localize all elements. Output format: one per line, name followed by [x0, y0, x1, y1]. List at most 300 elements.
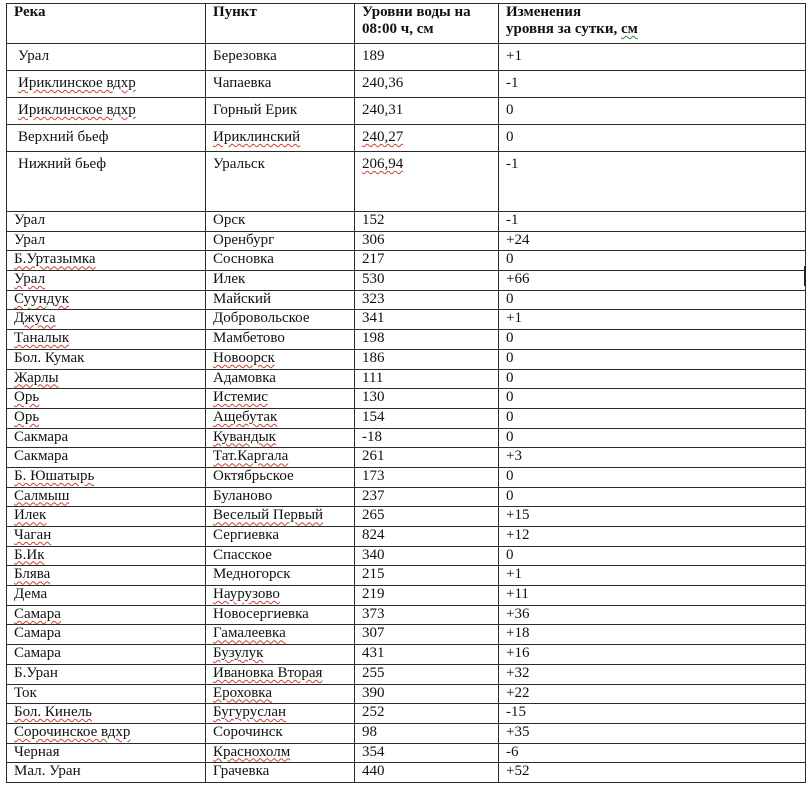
cell-river-text: Салмыш — [14, 487, 70, 504]
cell-point — [206, 723, 355, 743]
cell-level — [355, 408, 499, 428]
cell-river-text: Самара — [14, 645, 61, 662]
cell-point-text: Ащебутак — [213, 408, 278, 425]
cell-change-text: +18 — [506, 625, 530, 642]
cell-level-text: 98 — [362, 723, 377, 740]
cell-change-text: -1 — [506, 156, 519, 172]
cell-river — [7, 231, 206, 251]
table-row — [7, 645, 806, 665]
cell-change-text: +1 — [506, 566, 522, 583]
table-row — [7, 428, 806, 448]
cell-level — [355, 71, 499, 98]
cell-river-text: Нижний бьеф — [18, 156, 107, 172]
cell-level — [355, 44, 499, 71]
cell-point — [206, 566, 355, 586]
cell-river — [7, 487, 206, 507]
cell-level — [355, 625, 499, 645]
cell-point — [206, 487, 355, 507]
cell-point-text: Новоорск — [213, 349, 275, 366]
cell-change — [499, 684, 806, 704]
table-row — [7, 349, 806, 369]
cell-level-text: 373 — [362, 605, 385, 622]
cell-level-text: 440 — [362, 763, 385, 780]
cell-level-text: 390 — [362, 684, 385, 701]
cell-river — [7, 605, 206, 625]
cell-level — [355, 704, 499, 724]
cell-river — [7, 467, 206, 487]
cell-river-text: Урал — [18, 48, 50, 64]
cell-level — [355, 125, 499, 152]
cell-point-text: Спасское — [213, 546, 272, 563]
cell-change-text: -1 — [506, 212, 519, 228]
cell-point — [206, 349, 355, 369]
header-change — [499, 4, 806, 44]
cell-point-text: Илек — [213, 271, 246, 288]
cell-change-text: 0 — [506, 408, 514, 425]
cell-point — [206, 467, 355, 487]
cell-level-text: 186 — [362, 349, 385, 366]
cell-river-text: Ток — [14, 684, 37, 701]
cell-change — [499, 369, 806, 389]
cell-river-text: Ириклинское вдхр — [18, 75, 136, 91]
header-change-unit: см — [620, 21, 638, 37]
table-row — [7, 763, 806, 783]
cell-river-text: Суундук — [14, 290, 70, 307]
table-row — [7, 125, 806, 152]
cell-level — [355, 349, 499, 369]
table-row — [7, 487, 806, 507]
cell-point-text: Оренбург — [213, 231, 275, 248]
cell-level — [355, 546, 499, 566]
cell-point-text: Сергиевка — [213, 527, 279, 543]
cell-river-text: Жарлы — [14, 369, 59, 386]
cell-level — [355, 743, 499, 763]
cell-change — [499, 645, 806, 665]
cell-point-text: Сосновка — [213, 251, 274, 268]
cell-river-text: Дема — [14, 586, 48, 603]
table-row — [7, 507, 806, 527]
cell-level-text: 111 — [362, 369, 384, 386]
cell-change-text: +35 — [506, 723, 530, 740]
cell-river-text: Сорочинское вдхр — [14, 723, 131, 740]
cell-river — [7, 125, 206, 152]
cell-change — [499, 290, 806, 310]
cell-level-text: 189 — [362, 48, 385, 64]
cell-level — [355, 645, 499, 665]
cell-change-text: +3 — [506, 448, 522, 465]
cell-change-text: +32 — [506, 664, 530, 681]
cell-change — [499, 389, 806, 409]
cell-river-text: Урал — [14, 271, 46, 288]
cell-point — [206, 546, 355, 566]
cell-change — [499, 704, 806, 724]
table-row — [7, 448, 806, 468]
cell-level-text: 255 — [362, 664, 385, 681]
cell-level — [355, 527, 499, 547]
cell-river — [7, 271, 206, 291]
cell-level-text: 306 — [362, 231, 385, 248]
header-level: Уровни воды на 08:00 ч, см — [355, 4, 499, 44]
cell-level-text: -18 — [362, 428, 382, 445]
cell-change-text: +11 — [506, 586, 529, 603]
cell-change — [499, 349, 806, 369]
cell-level — [355, 467, 499, 487]
cell-point-text: Мамбетово — [213, 330, 285, 347]
cell-point-text: Краснохолм — [213, 743, 291, 760]
table-row — [7, 310, 806, 330]
cell-point — [206, 704, 355, 724]
header-river: Река — [7, 4, 206, 44]
cell-point — [206, 408, 355, 428]
cell-point-text: Сорочинск — [213, 723, 283, 740]
cell-river-text: Таналык — [14, 330, 70, 347]
cell-river-text: Самара — [14, 625, 61, 642]
table-row — [7, 369, 806, 389]
cell-river — [7, 251, 206, 271]
cell-change-text: +36 — [506, 605, 530, 622]
cell-point — [206, 44, 355, 71]
cell-river — [7, 625, 206, 645]
cell-river — [7, 704, 206, 724]
cell-change — [499, 546, 806, 566]
cell-change-text: +15 — [506, 507, 530, 524]
cell-river-text: Сакмара — [14, 448, 69, 465]
table-row — [7, 664, 806, 684]
cell-level — [355, 664, 499, 684]
cell-point-text: Орск — [213, 212, 246, 228]
cell-point — [206, 125, 355, 152]
cell-river — [7, 428, 206, 448]
cell-level — [355, 586, 499, 606]
cell-river — [7, 743, 206, 763]
cell-level-text: 307 — [362, 625, 385, 642]
cell-river-text: Б. Юшатырь — [14, 467, 95, 484]
cell-change — [499, 625, 806, 645]
cell-change — [499, 763, 806, 783]
cell-point-text: Бугуруслан — [213, 704, 287, 721]
header-change-line1: Изменения — [506, 4, 582, 20]
cell-level-text: 217 — [362, 251, 385, 268]
cell-river — [7, 44, 206, 71]
cell-river — [7, 212, 206, 232]
cell-river — [7, 546, 206, 566]
cell-level — [355, 566, 499, 586]
cell-change — [499, 251, 806, 271]
cell-level — [355, 98, 499, 125]
cell-river-text: Бол. Кумак — [14, 349, 85, 366]
cell-point — [206, 743, 355, 763]
cell-level — [355, 290, 499, 310]
cell-change-text: -6 — [506, 743, 519, 760]
cell-point — [206, 271, 355, 291]
cell-change-text: 0 — [506, 467, 514, 484]
cell-point-text: Адамовка — [213, 369, 276, 386]
cell-point — [206, 251, 355, 271]
cell-change — [499, 743, 806, 763]
cell-point — [206, 645, 355, 665]
cell-change — [499, 428, 806, 448]
cell-level-text: 354 — [362, 743, 385, 760]
cell-river — [7, 330, 206, 350]
cell-level-text: 323 — [362, 290, 385, 307]
cell-change — [499, 664, 806, 684]
cell-point-text: Веселый Первый — [213, 507, 324, 524]
table-row — [7, 71, 806, 98]
cell-river — [7, 389, 206, 409]
table-row — [7, 605, 806, 625]
cell-level-text: 237 — [362, 487, 385, 504]
cell-change-text: -1 — [506, 75, 519, 91]
cell-level-text: 261 — [362, 448, 385, 465]
cell-change-text: +24 — [506, 231, 530, 248]
cell-change — [499, 44, 806, 71]
cell-river-text: Орь — [14, 389, 40, 406]
cell-point — [206, 507, 355, 527]
cell-point — [206, 389, 355, 409]
cell-level-text: 240,31 — [362, 102, 404, 118]
cell-level — [355, 428, 499, 448]
table-row — [7, 566, 806, 586]
cell-change-text: 0 — [506, 546, 514, 563]
cell-river-text: Урал — [14, 212, 46, 228]
cell-river-text: Ириклинское вдхр — [18, 102, 136, 118]
cell-river — [7, 763, 206, 783]
cell-point — [206, 212, 355, 232]
cell-change-text: 0 — [506, 349, 514, 366]
table-row — [7, 330, 806, 350]
cell-change-text: 0 — [506, 330, 514, 347]
table-row — [7, 408, 806, 428]
cell-change-text: 0 — [506, 487, 514, 504]
cell-point-text: Уральск — [213, 156, 265, 172]
cell-change — [499, 231, 806, 251]
cell-change-text: +16 — [506, 645, 530, 662]
table-row — [7, 389, 806, 409]
table-row — [7, 152, 806, 212]
cell-level-text: 431 — [362, 645, 385, 662]
cell-level-text: 206,94 — [362, 156, 404, 172]
cell-river-text: Орь — [14, 408, 40, 425]
cell-change — [499, 723, 806, 743]
cell-change — [499, 330, 806, 350]
cell-change — [499, 586, 806, 606]
cell-change-text: +52 — [506, 763, 530, 780]
cell-point — [206, 625, 355, 645]
cell-point-text: Ивановка Вторая — [213, 664, 323, 681]
cell-point-text: Тат.Каргала — [213, 448, 289, 465]
cell-river-text: Б.Ик — [14, 546, 45, 563]
cell-level-text: 215 — [362, 566, 385, 583]
cell-level-text: 530 — [362, 271, 385, 288]
cell-level-text: 219 — [362, 586, 385, 603]
cell-point-text: Майский — [213, 290, 272, 307]
cell-level — [355, 231, 499, 251]
cell-river — [7, 310, 206, 330]
cell-point — [206, 310, 355, 330]
cell-change-text: +1 — [506, 310, 522, 327]
cell-river — [7, 369, 206, 389]
margin-bar — [804, 266, 806, 286]
cell-point-text: Октябрьское — [213, 467, 294, 484]
cell-change — [499, 527, 806, 547]
cell-point-text: Ероховка — [213, 684, 273, 701]
cell-change-text: 0 — [506, 428, 514, 445]
cell-level-text: 198 — [362, 330, 385, 347]
cell-change — [499, 98, 806, 125]
cell-point — [206, 152, 355, 212]
table-row — [7, 586, 806, 606]
cell-river — [7, 98, 206, 125]
cell-level-text: 341 — [362, 310, 385, 327]
table-row — [7, 527, 806, 547]
cell-level — [355, 251, 499, 271]
cell-river — [7, 290, 206, 310]
cell-level-text: 130 — [362, 389, 385, 406]
table-row — [7, 251, 806, 271]
cell-level-text: 154 — [362, 408, 385, 425]
cell-change — [499, 212, 806, 232]
cell-point — [206, 448, 355, 468]
cell-level-text: 824 — [362, 527, 385, 543]
cell-level-text: 173 — [362, 467, 385, 484]
header-point: Пункт — [206, 4, 355, 44]
cell-level — [355, 389, 499, 409]
cell-river-text: Верхний бьеф — [18, 129, 109, 145]
cell-point-text: Бузулук — [213, 645, 264, 662]
table-row — [7, 44, 806, 71]
cell-point — [206, 98, 355, 125]
cell-change-text: +66 — [506, 271, 530, 288]
cell-point — [206, 527, 355, 547]
table-row — [7, 625, 806, 645]
cell-point — [206, 664, 355, 684]
cell-change-text: +1 — [506, 48, 522, 64]
cell-level-text: 152 — [362, 212, 385, 228]
cell-change-text: +12 — [506, 527, 530, 543]
cell-change — [499, 152, 806, 212]
cell-level — [355, 369, 499, 389]
cell-change-text: 0 — [506, 389, 514, 406]
cell-level-text: 240,36 — [362, 75, 404, 91]
document-page — [6, 3, 805, 783]
cell-river-text: Б.Уртазымка — [14, 251, 96, 268]
cell-change — [499, 566, 806, 586]
table-header-row — [7, 4, 806, 44]
cell-point — [206, 231, 355, 251]
cell-level — [355, 507, 499, 527]
cell-point — [206, 428, 355, 448]
cell-level — [355, 152, 499, 212]
table-row — [7, 271, 806, 291]
cell-river-text: Б.Уран — [14, 664, 58, 681]
cell-change — [499, 71, 806, 98]
cell-river — [7, 684, 206, 704]
cell-river-text: Бол. Кинель — [14, 704, 92, 721]
cell-point-text: Кувандык — [213, 428, 276, 445]
cell-river-text: Урал — [14, 231, 46, 248]
cell-level — [355, 684, 499, 704]
cell-change — [499, 467, 806, 487]
cell-river-text: Черная — [14, 743, 60, 760]
cell-change — [499, 507, 806, 527]
cell-river-text: Мал. Уран — [14, 763, 81, 780]
cell-change-text: 0 — [506, 102, 514, 118]
cell-river-text: Джуса — [14, 310, 56, 327]
table-row — [7, 704, 806, 724]
cell-level-text: 252 — [362, 704, 385, 721]
cell-change — [499, 448, 806, 468]
cell-river — [7, 527, 206, 547]
cell-level — [355, 605, 499, 625]
header-change-line2: уровня за сутки, — [506, 21, 618, 37]
cell-change-text: 0 — [506, 251, 514, 268]
cell-point — [206, 290, 355, 310]
cell-river-text: Илек — [14, 507, 47, 524]
cell-river-text: Блява — [14, 566, 51, 583]
cell-point — [206, 684, 355, 704]
cell-point — [206, 605, 355, 625]
cell-river — [7, 586, 206, 606]
cell-river — [7, 448, 206, 468]
cell-change — [499, 408, 806, 428]
cell-river-text: Самара — [14, 605, 61, 622]
cell-point-text: Наурузово — [213, 586, 280, 603]
cell-point — [206, 71, 355, 98]
cell-river-text: Сакмара — [14, 428, 69, 445]
table-row — [7, 212, 806, 232]
cell-point-text: Добровольское — [213, 310, 310, 327]
cell-point-text: Буланово — [213, 487, 273, 504]
cell-change-text: -15 — [506, 704, 526, 721]
cell-river — [7, 71, 206, 98]
table-row — [7, 467, 806, 487]
cell-change — [499, 605, 806, 625]
cell-river — [7, 152, 206, 212]
cell-point-text: Грачевка — [213, 763, 270, 780]
table-row — [7, 98, 806, 125]
cell-level — [355, 212, 499, 232]
cell-point-text: Новосергиевка — [213, 605, 309, 622]
cell-level — [355, 330, 499, 350]
cell-level-text: 240,27 — [362, 129, 404, 145]
cell-point-text: Горный Ерик — [213, 102, 298, 118]
cell-level-text: 265 — [362, 507, 385, 524]
cell-point — [206, 763, 355, 783]
cell-river — [7, 349, 206, 369]
table-row — [7, 231, 806, 251]
cell-point — [206, 586, 355, 606]
cell-change — [499, 271, 806, 291]
table-row — [7, 743, 806, 763]
cell-level — [355, 723, 499, 743]
cell-level — [355, 763, 499, 783]
cell-point-text: Истемис — [213, 389, 268, 406]
table-body — [7, 44, 806, 783]
water-level-table — [6, 3, 806, 783]
cell-river — [7, 566, 206, 586]
cell-level — [355, 271, 499, 291]
table-row — [7, 684, 806, 704]
cell-change — [499, 125, 806, 152]
cell-river — [7, 408, 206, 428]
cell-change — [499, 487, 806, 507]
cell-point-text: Ириклинский — [213, 129, 301, 145]
cell-change-text: 0 — [506, 290, 514, 307]
cell-river-text: Чаган — [14, 527, 52, 543]
cell-level-text: 340 — [362, 546, 385, 563]
cell-point — [206, 369, 355, 389]
cell-river — [7, 507, 206, 527]
